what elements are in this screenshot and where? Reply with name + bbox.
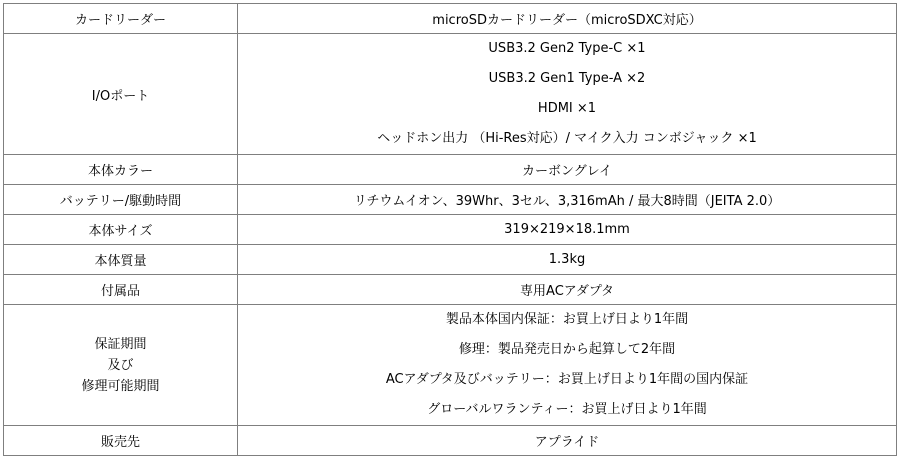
- spec-value: 1.3kg: [238, 245, 897, 275]
- spec-label: I/Oポート: [4, 34, 238, 155]
- spec-value-line: 修理：製品発売日から起算して2年間: [458, 342, 676, 357]
- spec-row-body-weight: [4, 245, 897, 275]
- spec-label: カードリーダー: [4, 4, 238, 34]
- spec-label: バッテリー/駆動時間: [4, 185, 238, 215]
- spec-value: [238, 305, 897, 426]
- spec-table: [3, 3, 897, 456]
- spec-row-warranty: [4, 305, 897, 426]
- spec-label: 販売先: [4, 426, 238, 456]
- spec-row-body-size: [4, 215, 897, 245]
- spec-row-accessories: [4, 275, 897, 305]
- spec-value: リチウムイオン、39Whr、3セル、3,316mAh / 最大8時間（JEITA 2.0）: [238, 185, 897, 215]
- spec-row-card-reader: [4, 4, 897, 34]
- spec-label: 本体カラー: [4, 155, 238, 185]
- spec-value: カーボングレイ: [238, 155, 897, 185]
- spec-label-line: 保証期間: [94, 336, 147, 352]
- spec-label: 本体サイズ: [4, 215, 238, 245]
- spec-label-line: 修理可能期間: [81, 378, 160, 394]
- spec-value: [238, 34, 897, 155]
- spec-row-battery: [4, 185, 897, 215]
- spec-value-line: グローバルワランティー：お買上げ日より1年間: [427, 402, 707, 417]
- spec-value-line: USB3.2 Gen2 Type-C ×1: [488, 41, 646, 56]
- spec-row-body-color: [4, 155, 897, 185]
- spec-label: 付属品: [4, 275, 238, 305]
- spec-value-line: HDMI ×1: [537, 101, 597, 116]
- spec-value: microSDカードリーダー（microSDXC対応）: [238, 4, 897, 34]
- spec-label: 本体質量: [4, 245, 238, 275]
- spec-row-seller: [4, 426, 897, 456]
- spec-value: 319×219×18.1mm: [238, 215, 897, 245]
- spec-label: [4, 305, 238, 426]
- spec-label-line: 及び: [107, 357, 134, 373]
- spec-row-io-ports: [4, 34, 897, 155]
- spec-value-line: ヘッドホン出力 （Hi-Res対応）/ マイク入力 コンボジャック ×1: [377, 131, 757, 146]
- spec-value-line: ACアダプタ及びバッテリー：お買上げ日より1年間の国内保証: [385, 372, 749, 387]
- spec-value: アプライド: [238, 426, 897, 456]
- spec-value-line: USB3.2 Gen1 Type-A ×2: [488, 71, 646, 86]
- spec-value-line: 製品本体国内保証：お買上げ日より1年間: [445, 312, 689, 327]
- spec-value: 専用ACアダプタ: [238, 275, 897, 305]
